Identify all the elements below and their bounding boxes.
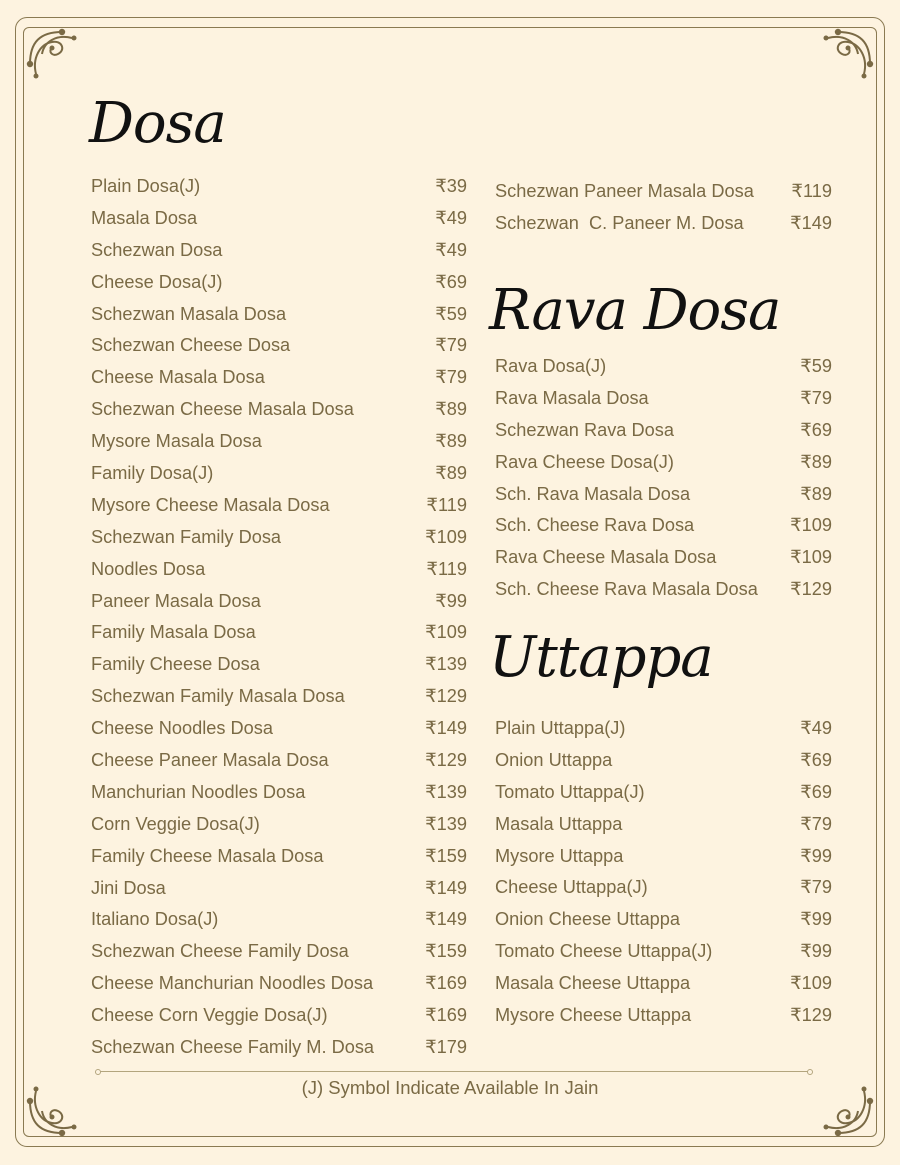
menu-item-price: ₹69 xyxy=(800,781,832,802)
menu-item-name: Sch. Rava Masala Dosa xyxy=(495,483,691,504)
menu-item-name: Rava Cheese Dosa(J) xyxy=(495,451,674,472)
menu-item xyxy=(91,490,467,522)
menu-item-price: ₹169 xyxy=(425,973,467,994)
menu-item xyxy=(495,904,832,936)
menu-item-price: ₹79 xyxy=(800,813,832,834)
menu-item-price: ₹109 xyxy=(425,526,467,547)
menu-item xyxy=(91,299,467,331)
menu-item xyxy=(91,362,467,394)
menu-item-price: ₹139 xyxy=(425,813,467,834)
menu-list-dosa-continued xyxy=(495,176,832,240)
menu-item-name: Schezwan Paneer Masala Dosa xyxy=(495,181,754,201)
menu-item-name: Schezwan Masala Dosa xyxy=(91,303,287,324)
menu-item-price: ₹99 xyxy=(800,845,832,866)
jain-symbol-note: (J) Symbol Indicate Available In Jain xyxy=(301,1077,599,1098)
menu-item xyxy=(91,330,467,362)
menu-item-price: ₹149 xyxy=(425,718,467,739)
menu-item-name: Cheese Uttappa(J) xyxy=(495,877,648,898)
menu-item-price: ₹79 xyxy=(800,387,832,408)
menu-item-price: ₹149 xyxy=(425,909,467,930)
menu-item-name: Plain Dosa(J) xyxy=(91,176,201,196)
menu-item-name: Plain Uttappa(J) xyxy=(495,718,626,738)
menu-list-dosa xyxy=(91,171,467,1064)
menu-item xyxy=(91,554,467,586)
menu-item-name: Cheese Manchurian Noodles Dosa xyxy=(91,973,374,994)
menu-item-name: Cheese Noodles Dosa xyxy=(91,718,273,739)
menu-item-name: Sch. Cheese Rava Dosa xyxy=(495,515,695,536)
section-title-rava-dosa: Rava Dosa xyxy=(489,278,781,343)
menu-item-name: Masala Cheese Uttappa xyxy=(495,973,691,994)
menu-item xyxy=(495,809,832,841)
menu-item xyxy=(91,586,467,618)
menu-item-name: Family Cheese Masala Dosa xyxy=(91,845,324,866)
menu-item-name: Family Cheese Dosa xyxy=(91,654,260,675)
menu-item-name: Corn Veggie Dosa(J) xyxy=(91,813,260,834)
menu-item-name: Schezwan Rava Dosa xyxy=(495,419,674,440)
menu-item-name: Cheese Paneer Masala Dosa xyxy=(91,750,329,771)
menu-item-price: ₹69 xyxy=(435,271,467,292)
menu-item xyxy=(91,458,467,490)
menu-item xyxy=(91,617,467,649)
menu-item-price: ₹109 xyxy=(790,973,832,994)
menu-item-price: ₹59 xyxy=(800,356,832,376)
menu-item-price: ₹129 xyxy=(425,750,467,771)
menu-item-name: Mysore Cheese Masala Dosa xyxy=(91,494,330,515)
menu-item-price: ₹89 xyxy=(800,451,832,472)
corner-flourish-icon xyxy=(22,24,92,94)
menu-item-price: ₹89 xyxy=(435,463,467,484)
menu-item-price: ₹109 xyxy=(790,515,832,536)
menu-item xyxy=(495,872,832,904)
menu-list-rava-dosa xyxy=(495,351,832,606)
menu-item xyxy=(495,574,832,606)
menu-item xyxy=(91,522,467,554)
menu-item-price: ₹159 xyxy=(425,941,467,962)
menu-item xyxy=(91,809,467,841)
menu-item-name: Onion Cheese Uttappa xyxy=(495,909,681,930)
menu-item xyxy=(495,208,832,240)
menu-item-price: ₹129 xyxy=(790,579,832,600)
menu-item-price: ₹49 xyxy=(435,239,467,260)
menu-item xyxy=(91,968,467,1000)
menu-item-name: Schezwan Family Dosa xyxy=(91,526,282,547)
menu-item xyxy=(495,351,832,383)
menu-item xyxy=(495,777,832,809)
menu-item-name: Masala Uttappa xyxy=(495,813,623,834)
menu-item-name: Onion Uttappa xyxy=(495,749,613,770)
menu-item xyxy=(91,904,467,936)
menu-item-name: Paneer Masala Dosa xyxy=(91,590,261,611)
menu-item-name: Cheese Masala Dosa xyxy=(91,367,265,388)
menu-item-price: ₹179 xyxy=(425,1037,467,1058)
menu-item xyxy=(495,383,832,415)
menu-item xyxy=(91,713,467,745)
menu-list-uttappa xyxy=(495,713,832,1032)
menu-item xyxy=(495,447,832,479)
menu-item-name: Rava Dosa(J) xyxy=(495,356,607,376)
menu-item xyxy=(495,968,832,1000)
menu-item xyxy=(495,936,832,968)
menu-item-price: ₹69 xyxy=(800,419,832,440)
menu-item-price: ₹49 xyxy=(435,207,467,228)
menu-item-name: Tomato Uttappa(J) xyxy=(495,781,645,802)
menu-item-price: ₹99 xyxy=(435,590,467,611)
menu-item-price: ₹149 xyxy=(790,212,832,233)
menu-item-name: Schezwan C. Paneer M. Dosa xyxy=(495,212,744,233)
menu-item-price: ₹129 xyxy=(790,1005,832,1026)
menu-item xyxy=(91,936,467,968)
menu-item-name: Schezwan Cheese Masala Dosa xyxy=(91,399,354,420)
menu-item-price: ₹89 xyxy=(800,483,832,504)
menu-item xyxy=(495,745,832,777)
menu-item-price: ₹59 xyxy=(435,303,467,324)
menu-item xyxy=(91,1000,467,1032)
menu-item-price: ₹99 xyxy=(800,941,832,962)
menu-item-name: Italiano Dosa(J) xyxy=(91,909,219,930)
menu-item-name: Mysore Masala Dosa xyxy=(91,431,262,452)
menu-item xyxy=(91,681,467,713)
menu-item-name: Rava Cheese Masala Dosa xyxy=(495,547,717,568)
menu-item xyxy=(495,542,832,574)
menu-item-price: ₹89 xyxy=(435,431,467,452)
menu-item-price: ₹109 xyxy=(425,622,467,643)
menu-item xyxy=(91,426,467,458)
menu-item-name: Masala Dosa xyxy=(91,207,198,228)
menu-item-name: Schezwan Cheese Family Dosa xyxy=(91,941,349,962)
menu-item xyxy=(495,479,832,511)
menu-item-price: ₹149 xyxy=(425,877,467,898)
menu-item-price: ₹119 xyxy=(426,558,467,579)
menu-item xyxy=(495,415,832,447)
menu-item-name: Sch. Cheese Rava Masala Dosa xyxy=(495,579,758,600)
menu-item xyxy=(91,873,467,905)
menu-item-name: Schezwan Family Masala Dosa xyxy=(91,686,345,707)
corner-flourish-icon xyxy=(808,24,878,94)
menu-item xyxy=(91,203,467,235)
menu-item-name: Cheese Dosa(J) xyxy=(91,271,223,292)
menu-item-price: ₹79 xyxy=(435,335,467,356)
menu-item xyxy=(91,235,467,267)
menu-item-name: Family Masala Dosa xyxy=(91,622,256,643)
menu-item-name: Family Dosa(J) xyxy=(91,463,214,484)
menu-item-price: ₹99 xyxy=(800,909,832,930)
menu-item-price: ₹109 xyxy=(790,547,832,568)
menu-item-name: Mysore Cheese Uttappa xyxy=(495,1005,692,1026)
menu-item-price: ₹119 xyxy=(791,181,832,201)
menu-item xyxy=(495,713,832,745)
menu-item-name: Jini Dosa xyxy=(91,877,166,898)
menu-item-price: ₹79 xyxy=(800,877,832,898)
menu-item-price: ₹129 xyxy=(425,686,467,707)
menu-item-name: Noodles Dosa xyxy=(91,558,206,579)
menu-item xyxy=(91,171,467,203)
menu-item-name: Cheese Corn Veggie Dosa(J) xyxy=(91,1005,328,1026)
menu-item-price: ₹49 xyxy=(800,718,832,738)
menu-item xyxy=(91,267,467,299)
menu-item xyxy=(495,1000,832,1032)
menu-item-name: Schezwan Cheese Family M. Dosa xyxy=(91,1037,375,1058)
section-title-uttappa: Uttappa xyxy=(489,625,713,690)
menu-item-price: ₹39 xyxy=(435,176,467,196)
menu-item-price: ₹79 xyxy=(435,367,467,388)
menu-item-price: ₹139 xyxy=(425,781,467,802)
menu-item xyxy=(91,649,467,681)
menu-item-price: ₹169 xyxy=(425,1005,467,1026)
menu-item-price: ₹89 xyxy=(435,399,467,420)
menu-item-name: Manchurian Noodles Dosa xyxy=(91,781,306,802)
menu-item xyxy=(91,394,467,426)
menu-item xyxy=(495,176,832,208)
menu-item-name: Tomato Cheese Uttappa(J) xyxy=(495,941,713,962)
menu-item xyxy=(91,745,467,777)
menu-item-name: Rava Masala Dosa xyxy=(495,387,649,408)
menu-item-name: Schezwan Cheese Dosa xyxy=(91,335,291,356)
menu-item xyxy=(495,841,832,873)
menu-item-price: ₹119 xyxy=(426,494,467,515)
menu-item-price: ₹159 xyxy=(425,845,467,866)
menu-item-price: ₹139 xyxy=(425,654,467,675)
menu-item xyxy=(91,777,467,809)
menu-item xyxy=(91,841,467,873)
menu-item xyxy=(91,1032,467,1064)
menu-item-name: Mysore Uttappa xyxy=(495,845,624,866)
footer-divider xyxy=(98,1071,810,1072)
menu-item-price: ₹69 xyxy=(800,749,832,770)
menu-item-name: Schezwan Dosa xyxy=(91,239,223,260)
menu-item xyxy=(495,510,832,542)
section-title-dosa: Dosa xyxy=(89,91,226,156)
